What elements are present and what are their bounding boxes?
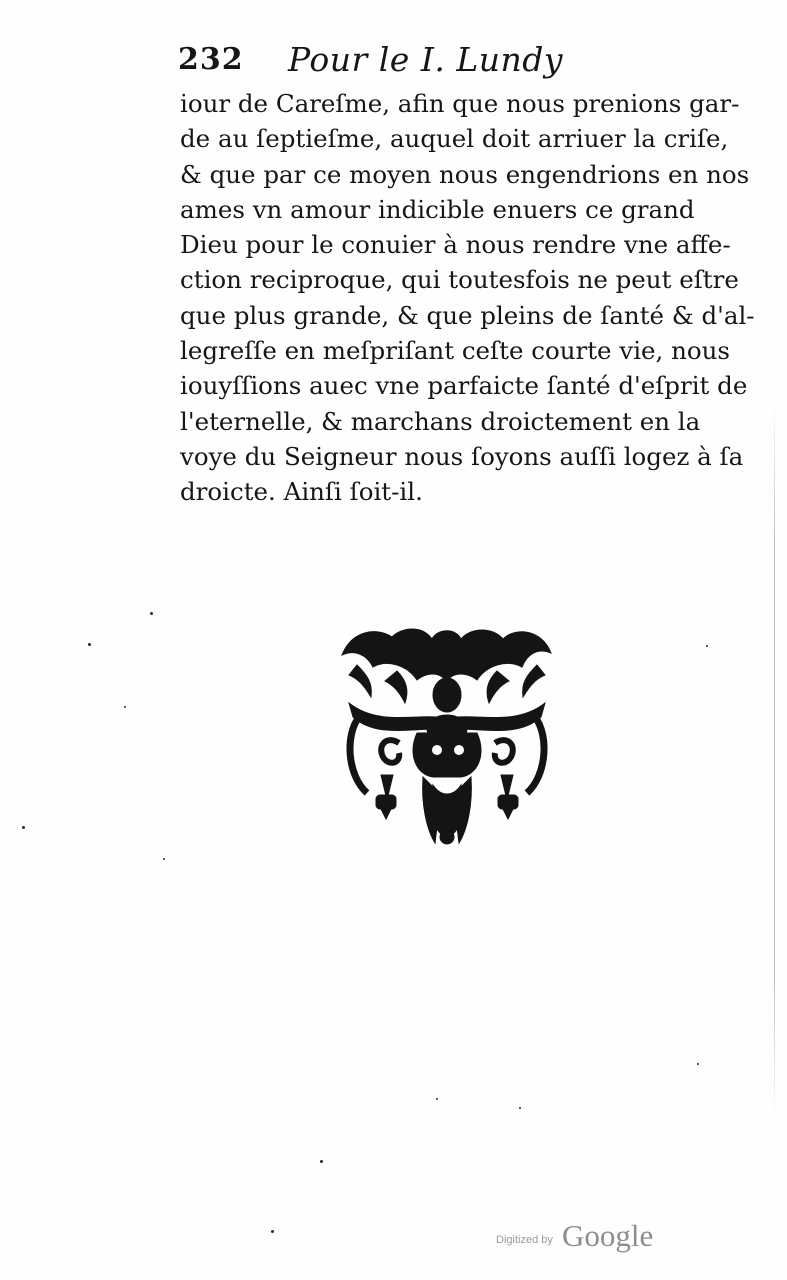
text-line: legreſſe en meſpriſant ceſte courte vie, nous bbox=[180, 336, 730, 366]
tailpiece-ornament bbox=[337, 625, 557, 850]
text-line: droicte. Ainſi ſoit-il. bbox=[180, 477, 423, 507]
text-line: & que par ce moyen nous engendrions en nos bbox=[180, 159, 750, 189]
ink-speck bbox=[519, 1107, 521, 1109]
ink-speck bbox=[320, 1160, 323, 1163]
text-line: l'eternelle, & marchans droictement en la bbox=[180, 406, 701, 436]
body-text bbox=[180, 86, 755, 510]
ink-speck bbox=[22, 826, 25, 829]
ink-speck bbox=[163, 858, 165, 860]
ink-speck bbox=[124, 706, 126, 708]
text-line: iour de Careſme, afin que nous prenions gar- bbox=[180, 89, 740, 118]
watermark-prefix: Digitized by bbox=[496, 1234, 553, 1246]
page-edge-shadow bbox=[774, 400, 775, 1120]
text-line: voye du Seigneur nous ſoyons auſſi logez à ſa bbox=[180, 441, 744, 471]
running-title: Pour le I. Lundy bbox=[288, 40, 564, 79]
text-line: ames vn amour indicible enuers ce grand bbox=[180, 194, 695, 224]
text-line: de au ſeptieſme, auquel doit arriuer la criſe, bbox=[180, 124, 729, 154]
ink-speck bbox=[697, 1063, 699, 1065]
watermark-brand: Google bbox=[562, 1218, 654, 1253]
page-header bbox=[178, 38, 698, 88]
text-line: ction reciproque, qui toutesfois ne peut eſtre bbox=[180, 265, 739, 295]
text-line: Dieu pour le conuier à nous rendre vne affe- bbox=[180, 230, 731, 260]
text-line: que plus grande, & que pleins de ſanté & d'al- bbox=[180, 300, 755, 330]
ink-speck bbox=[88, 643, 91, 646]
page-number: 232 bbox=[178, 42, 244, 77]
ink-speck bbox=[271, 1230, 274, 1233]
text-line: iouyſſions auec vne parfaicte ſanté d'eſprit de bbox=[180, 371, 748, 401]
ink-speck bbox=[150, 612, 153, 615]
ink-speck bbox=[706, 645, 708, 647]
ink-speck bbox=[436, 1098, 438, 1100]
